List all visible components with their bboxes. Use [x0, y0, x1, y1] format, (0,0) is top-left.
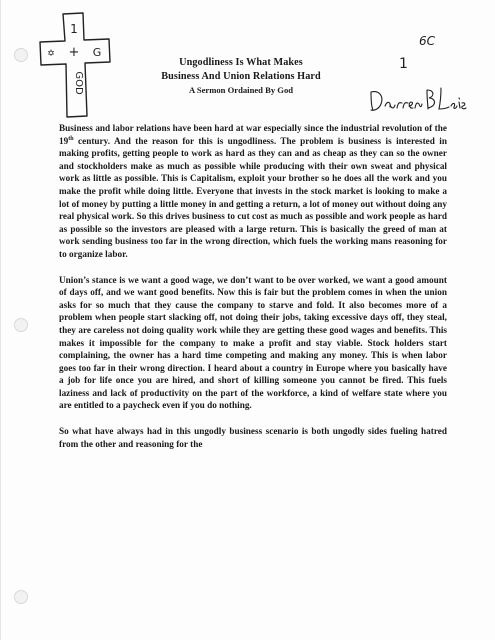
star-of-david-icon: ✡ [47, 49, 55, 59]
paragraph-1-text-end: century. And the reason for this is ungodliness. The problem is business is interested in making profits, getting people to work as hard as they can and as cheap as they can so the owner and stockholders make as much as possible while producing with their own sweat and physical work as little as possible. This is Capitalism, exploit your brother so he does all the work and you make the profit while doing little. Everyone that invests in the stock market is looking to make a lot of money by putting a little money in and getting a return, a lot of money out without doing any real physical work. So this drives business to cut cost as much as possible and work people as hard as possible so the investors are pleased with a large return. This is basically the greed of man at work sending business too far in the wrong direction, which fuels the working mans reasoning for to organize labor. [59, 135, 447, 259]
page-subtitle: A Sermon Ordained By God [188, 85, 294, 95]
paragraph-1-text-start: Business and labor relations have been hard at war especially since the industrial revolution of the 19 [59, 123, 447, 146]
cross-logo [31, 8, 121, 120]
paragraph-1 [59, 122, 447, 261]
paragraph-3: So what have always had in this ungodly business scenario is both ungodly sides fueling hatred from the other and reasoning for the [59, 426, 447, 449]
page-title-line2: Business And Union Relations Hard [161, 71, 321, 82]
handwritten-signature [367, 82, 467, 116]
page-code: 6C [419, 34, 436, 48]
logo-cross-mark: + [68, 45, 80, 60]
page-title-line1: Ungodliness Is What Makes [179, 57, 303, 68]
page-number: 1 [399, 56, 408, 72]
logo-bottom-text: GOD [73, 71, 84, 95]
title-block [121, 56, 361, 96]
binder-hole [14, 590, 28, 604]
logo-top-text: 1 [70, 22, 78, 36]
paragraph-2: Union’s stance is we want a good wage, we don’t want to be over worked, we want a good amount of days off, and we want good benefits. Now this is fair but the problem comes in when the union asks for so much that they cause the company to starve and fold. It also becomes more of a problem when people start slacking off, not doing their jobs, taking excessive days off, they steal, they are careless not doing quality work while they are getting these good wages and benefits. This makes it impossible for the company to make a profit and stay viable. Stock holders start complaining, the owner has a hard time competing and making any money. This is when labor goes too far in their wrong direction. I heard about a country in Europe where you basically have a job for life once you are hired, and short of killing someone you cannot be fired. This fuels laziness and lack of productivity on the part of the workforce, a kind of welfare state where you are entitled to a paycheck even if you do nothing. [59, 274, 447, 411]
sermon-body [59, 122, 447, 463]
logo-right-text: G [92, 46, 102, 59]
binder-hole [14, 48, 28, 62]
ordinal-superscript: th [68, 135, 74, 142]
binder-hole [14, 318, 28, 332]
